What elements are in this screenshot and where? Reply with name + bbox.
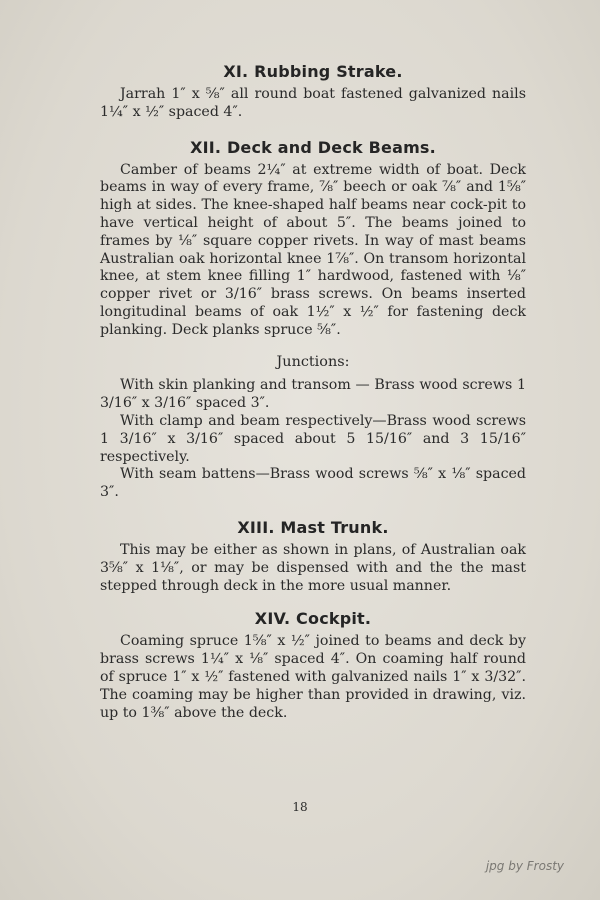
- page-number: 18: [292, 800, 308, 814]
- section-text-cockpit: Coaming spruce 1⅝″ x ½″ joined to beams and deck by brass screws 1¼″ x ⅛″ spaced 4″. On coaming half round of spruce 1″ x ½″ fastened with galvanized nails 1″ x 3/32″. The coaming may be higher than provided in drawing, viz. up to 1⅜″ above the deck.: [100, 633, 526, 721]
- section-heading-cockpit: XIV. Cockpit.: [254, 609, 372, 629]
- section-heading-mast-trunk: XIII. Mast Trunk.: [237, 517, 389, 537]
- junction-item: With seam battens—Brass wood screws ⅝″ x ⅛″ spaced 3″.: [100, 466, 526, 501]
- section-text-rubbing-strake: Jarrah 1″ x ⅝″ all round boat fastened galvanized nails 1¼″ x ½″ spaced 4″.: [100, 86, 526, 120]
- section-heading-rubbing-strake: XI. Rubbing Strake.: [223, 62, 403, 81]
- section-text-mast-trunk: This may be either as shown in plans, of Australian oak 3⅝″ x 1⅛″, or may be dispensed with and the the mast stepped through deck in the more usual manner.: [100, 541, 526, 594]
- junction-item: With clamp and beam respectively—Brass wood screws 1 3/16″ x 3/16″ spaced about 5 15/16″ and 3 15/16″ respectively.: [100, 412, 526, 465]
- page-content: [100, 58, 526, 722]
- junctions-title: Junctions:: [276, 353, 350, 370]
- section-text-deck-beams: Camber of beams 2¼″ at extreme width of boat. Deck beams in way of every frame, ⅞″ beech or oak ⅞″ and 1⅝″ high at sides. The knee-shaped half beams near cock-pit to have vertical height of about 5″. The beams joined to frames by ⅛″ square copper rivets. In way of mast beams Australian oak horizontal knee 1⅞″. On transom horizontal knee, at stem knee filling 1″ hardwood, fastened with ⅛″ copper rivet or 3/16″ brass screws. On beams inserted longitudinal beams of oak 1½″ x ½″ for fastening deck planking. Deck planks spruce ⅝″.: [100, 161, 526, 338]
- watermark: jpg by Frosty: [485, 859, 564, 873]
- junction-item: With skin planking and transom — Brass wood screws 1 3/16″ x 3/16″ spaced 3″.: [100, 377, 526, 412]
- section-heading-deck-beams: XII. Deck and Deck Beams.: [190, 137, 436, 157]
